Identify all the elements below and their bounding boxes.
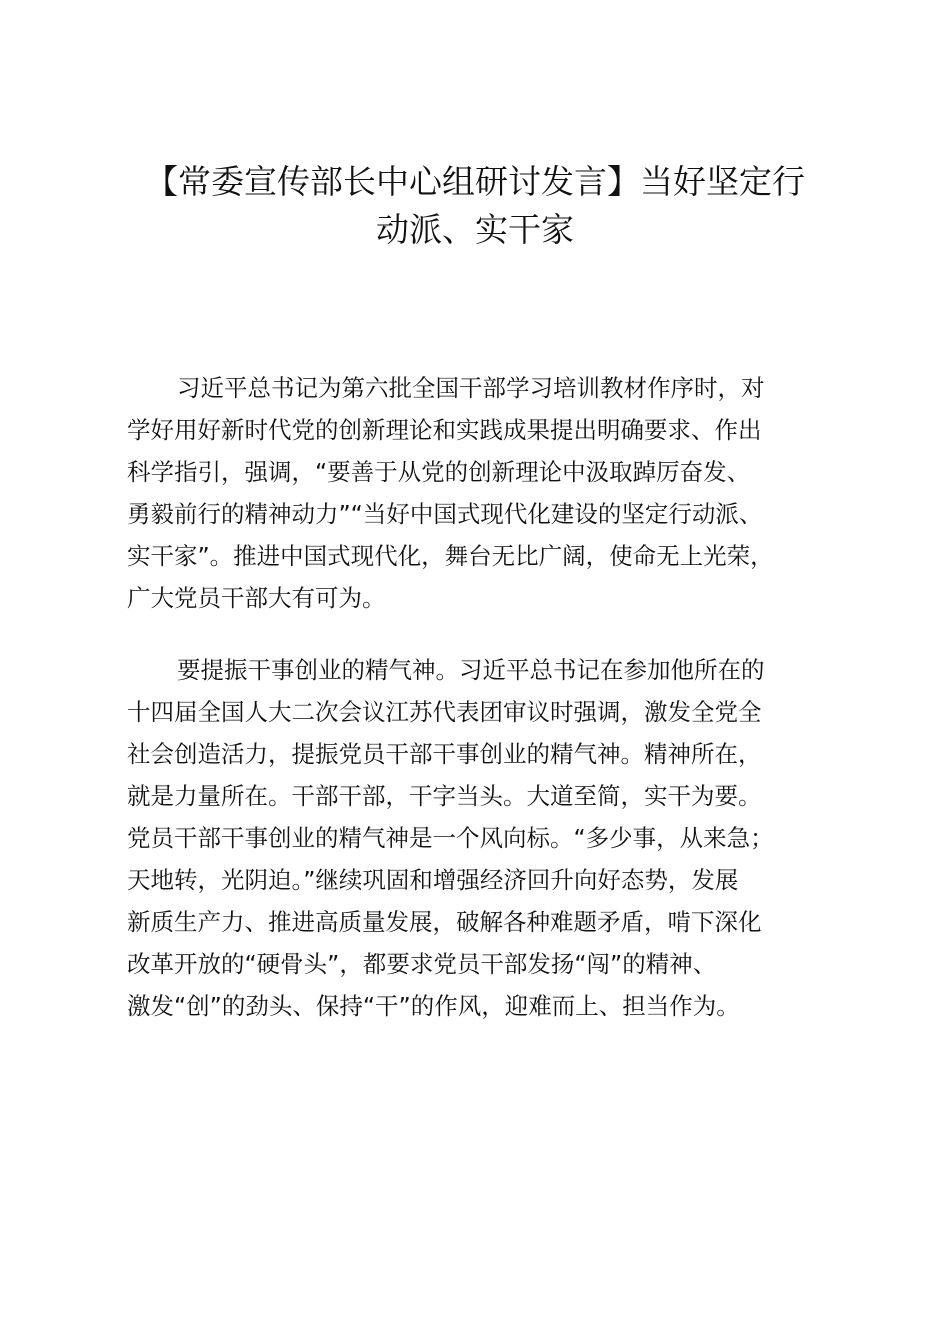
text-line: 广大党员干部大有可为。 [127,584,386,612]
text-line: 习近平总书记为第六批全国干部学习培训教材作序时，对 [177,374,765,402]
text-line: 勇毅前行的精神动力”“当好中国式现代化建设的坚定行动派、 [127,500,763,528]
document-body [127,367,857,1027]
text-line: 就是力量所在。干部干部，干字当头。大道至简，实干为要。 [127,782,762,810]
text-line: 党员干部干事创业的精气神是一个风向标。“多少事，从来急； [127,824,774,852]
text-line: 天地转，光阴迫。”继续巩固和增强经济回升向好态势，发展 [127,866,739,894]
document-title [100,158,850,254]
text-line: 实干家”。推进中国式现代化，舞台无比广阔，使命无上光荣， [127,542,774,570]
text-line: 要提振干事创业的精气神。习近平总书记在参加他所在的 [177,656,765,684]
text-line: 改革开放的“硬骨头”，都要求党员干部发扬“闯”的精神、 [127,950,717,978]
text-line: 社会创造活力，提振党员干部干事创业的精气神。精神所在， [127,740,762,768]
paragraph-1 [127,367,857,619]
text-line: 激发“创”的劲头、保持“干”的作风，迎难而上、担当作为。 [127,992,740,1020]
text-line: 新质生产力、推进高质量发展，破解各种难题矛盾，啃下深化 [127,908,762,936]
text-line: 科学指引，强调，“要善于从党的创新理论中汲取踔厉奋发、 [127,458,751,486]
paragraph-2 [127,649,857,1027]
title-line: 动派、实干家 [376,210,574,249]
text-line: 十四届全国人大二次会议江苏代表团审议时强调，激发全党全 [127,698,762,726]
text-line: 学好用好新时代党的创新理论和实践成果提出明确要求、作出 [127,416,762,444]
title-line: 【常委宣传部长中心组研讨发言】当好坚定行 [145,162,805,201]
